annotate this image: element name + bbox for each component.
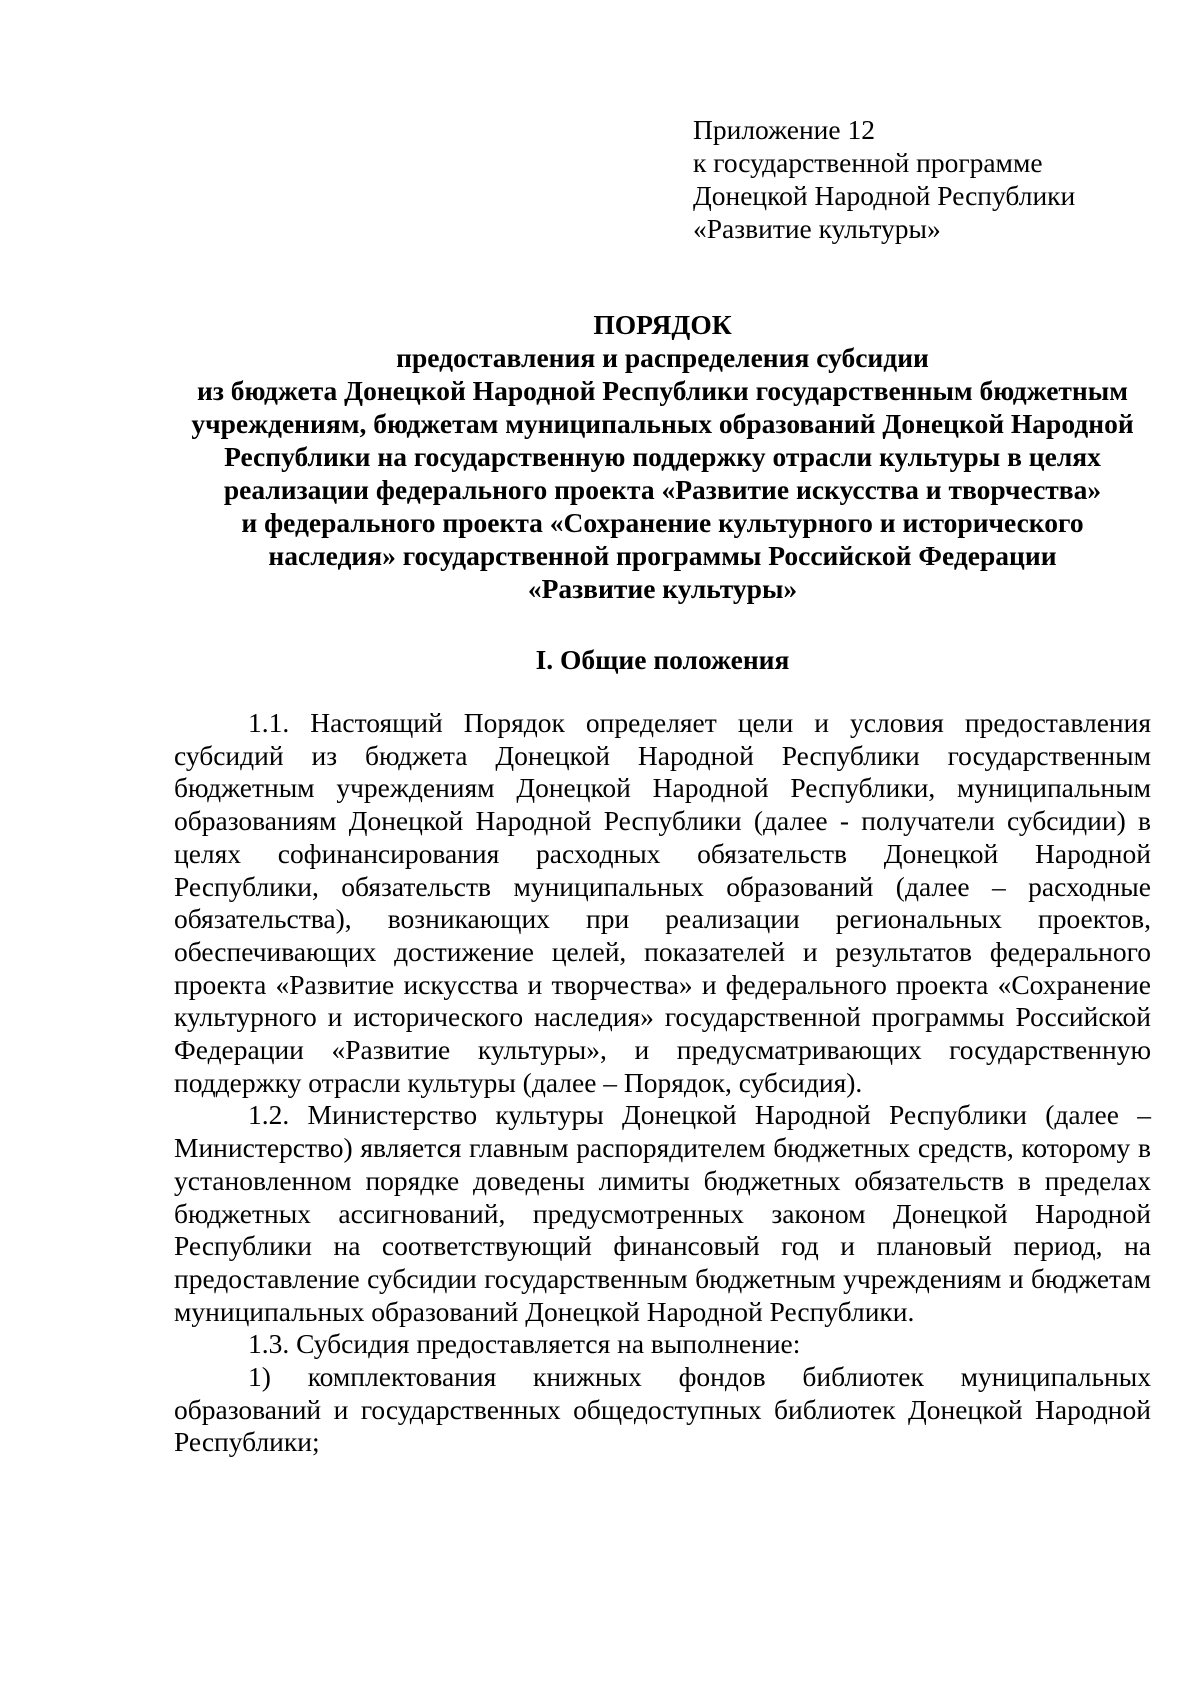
annex-line-program: к государственной программе [693, 147, 1043, 178]
list-item-1: 1) комплектования книжных фондов библиотек муниципальных образований и государственных общедоступных библиотек Донецкой Народной Республики; [174, 1361, 1151, 1458]
document-title [150, 308, 1175, 605]
title-line: наследия» государственной программы Российской Федерации [268, 540, 1057, 571]
paragraph-1-2: 1.2. Министерство культуры Донецкой Народной Республики (далее – Министерство) является главным распорядителем бюджетных средств, которому в установленном порядке доведены лимиты бюджетных обязательств в пределах бюджетных ассигнований, предусмотренных законом Донецкой Народной Республики на соответствующий финансовый год и плановый период, на предоставление субсидии государственным бюджетным учреждениям и бюджетам муниципальных образований Донецкой Народной Республики. [174, 1099, 1151, 1327]
title-line: и федерального проекта «Сохранение культурного и исторического [241, 507, 1084, 538]
title-line: из бюджета Донецкой Народной Республики государственным бюджетным [197, 375, 1128, 406]
section-heading: I. Общие положения [535, 644, 790, 675]
paragraph-1-3: 1.3. Субсидия предоставляется на выполнение: [248, 1328, 801, 1360]
title-main: ПОРЯДОК [593, 309, 732, 340]
annex-note [693, 113, 1075, 245]
paragraph-1-1: 1.1. Настоящий Порядок определяет цели и условия предоставления субсидий из бюджета Донецкой Народной Республики государственным бюджетным учреждениям Донецкой Народной Республики, муниципальным образованиям Донецкой Народной Республики (далее - получатели субсидии) в целях софинансирования расходных обязательств Донецкой Народной Республики, обязательств муниципальных образований (далее – расходные обязательства), возникающих при реализации региональных проектов, обеспечивающих достижение целей, показателей и результатов федерального проекта «Развитие искусства и творчества» и федерального проекта «Сохранение культурного и исторического наследия» государственной программы Российской Федерации «Развитие культуры», и предусматривающих государственную поддержку отрасли культуры (далее – Порядок, субсидия). [174, 707, 1151, 1098]
section-body [174, 707, 1151, 1459]
annex-line-republic: Донецкой Народной Республики [693, 180, 1076, 211]
title-line: предоставления и распределения субсидии [396, 342, 929, 373]
annex-line-program-name: «Развитие культуры» [693, 213, 941, 244]
annex-line-number: Приложение 12 [693, 114, 875, 145]
title-line: Республики на государственную поддержку отрасли культуры в целях [224, 441, 1101, 472]
title-line: учреждениям, бюджетам муниципальных образований Донецкой Народной [191, 408, 1134, 439]
title-line: реализации федерального проекта «Развитие искусства и творчества» [223, 474, 1102, 505]
title-line: «Развитие культуры» [527, 573, 798, 604]
